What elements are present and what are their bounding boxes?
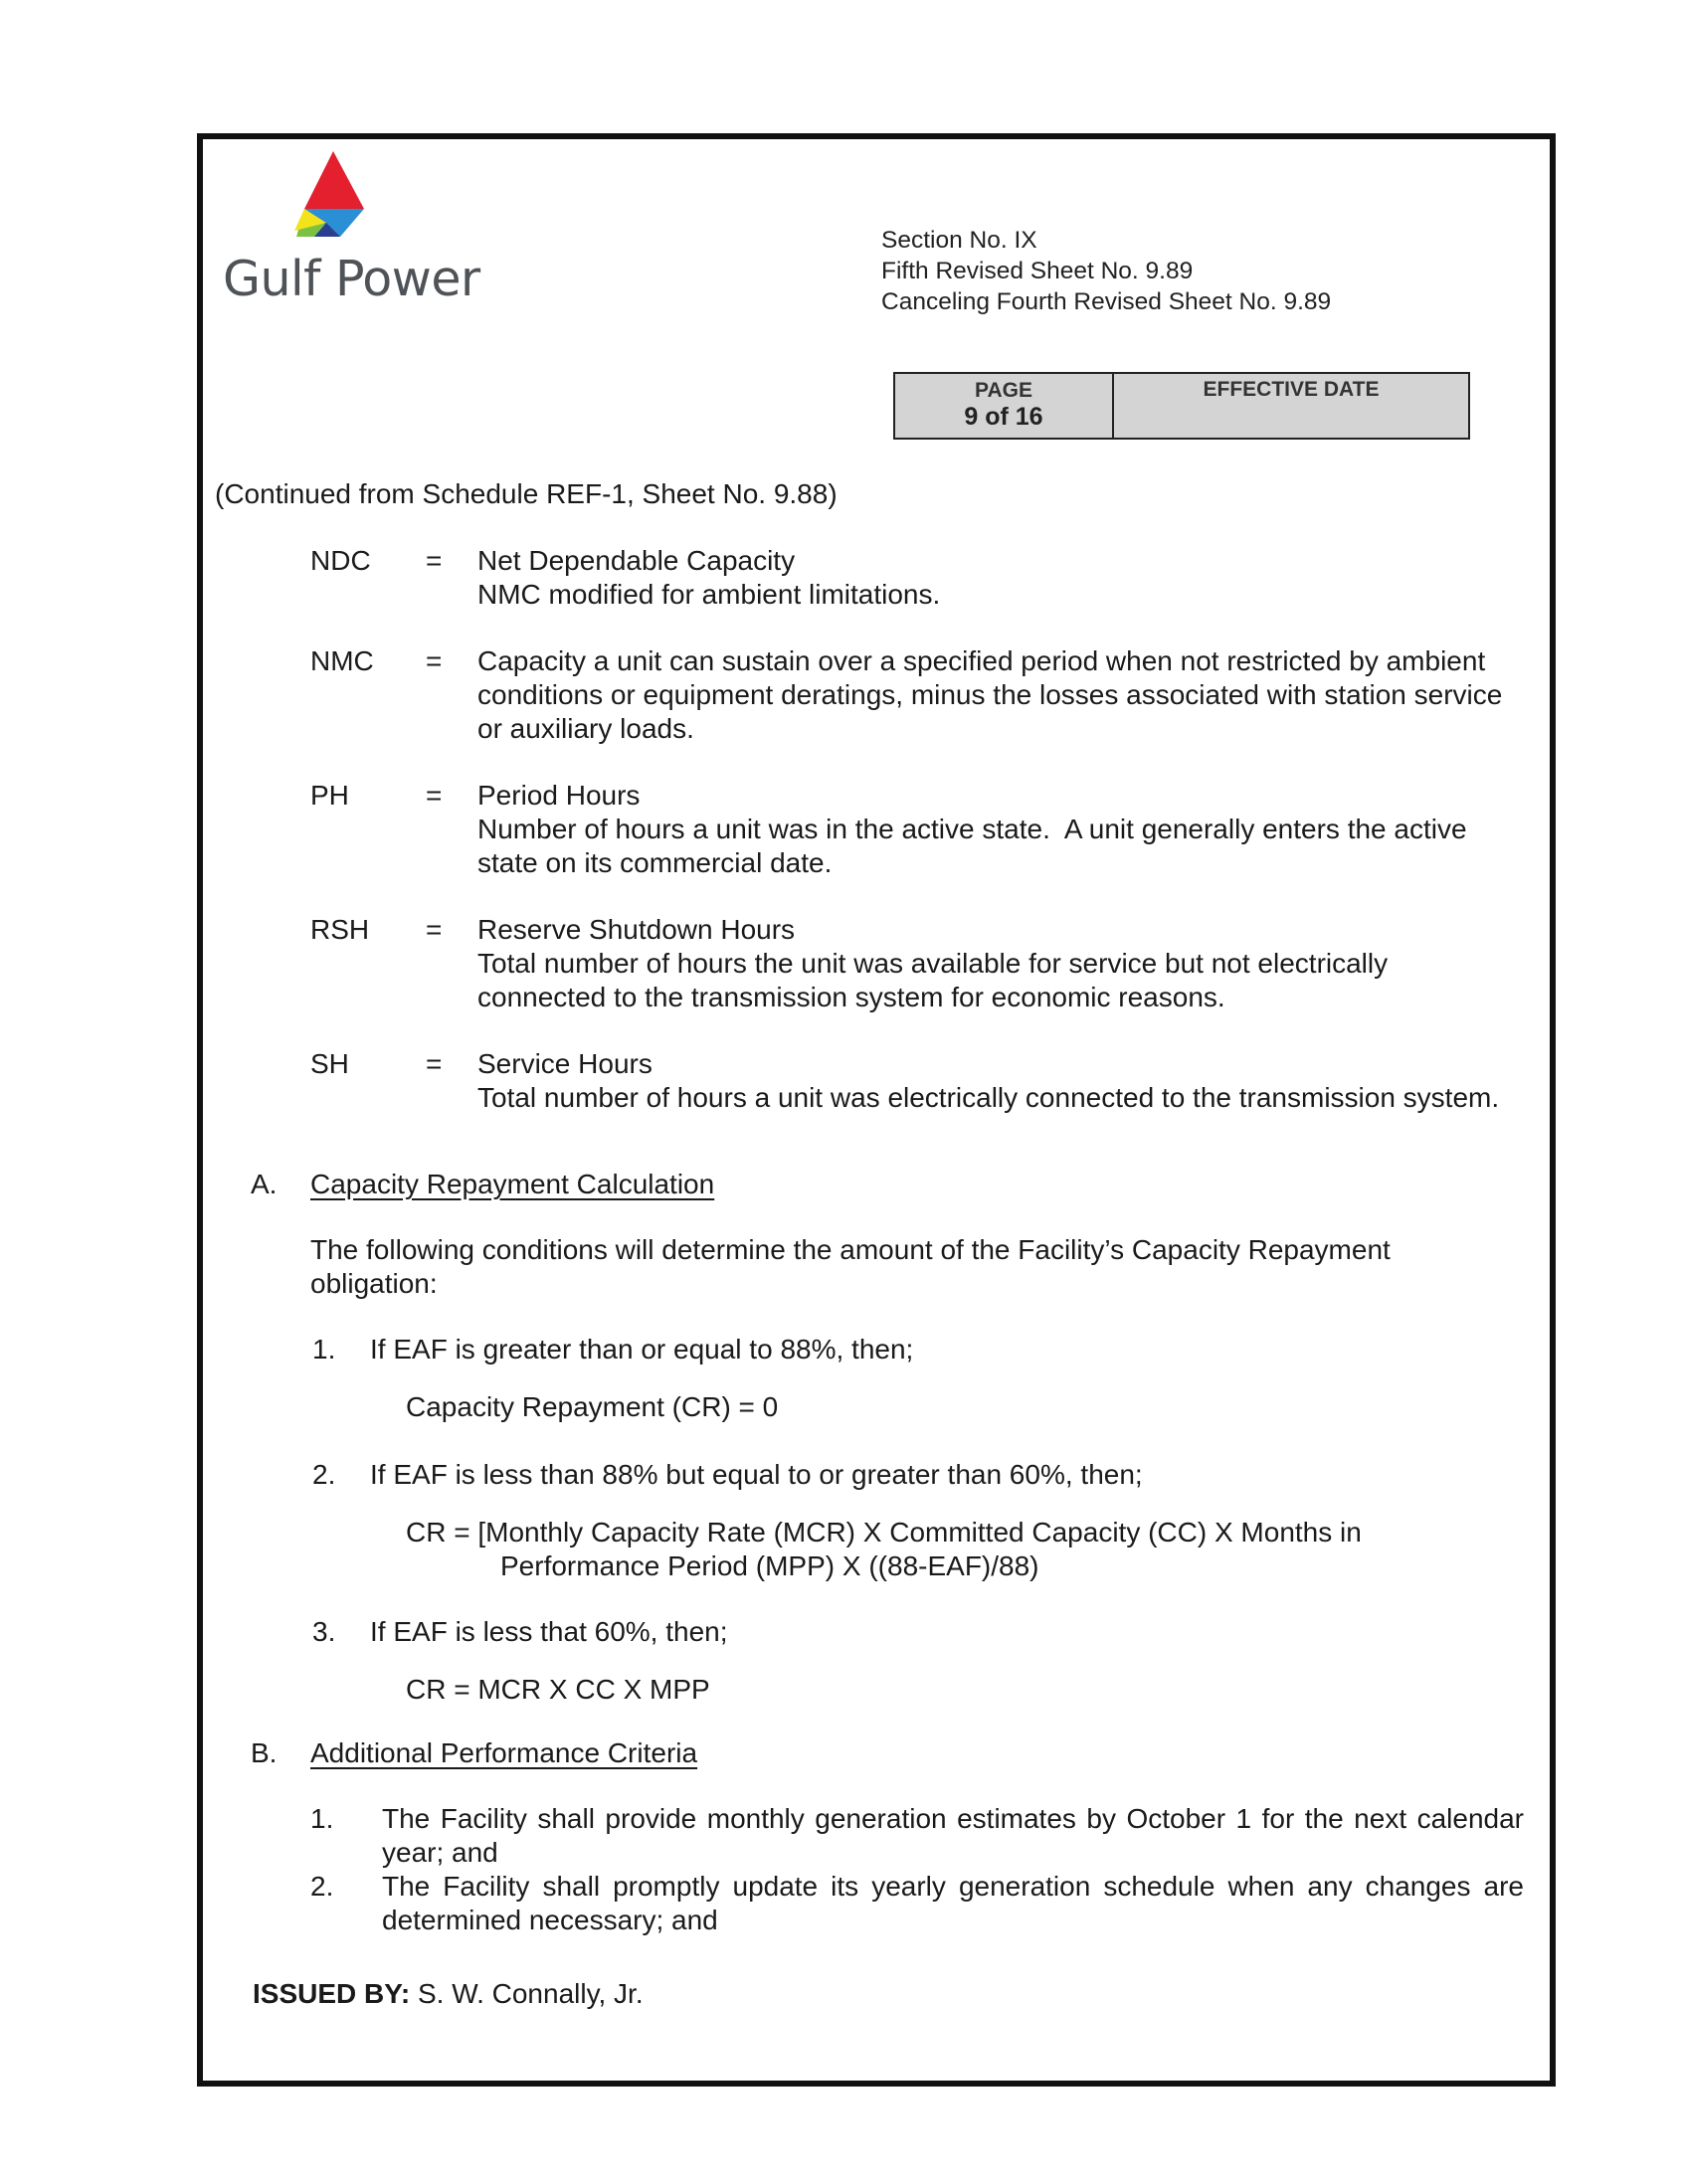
page-number: 9 of 16 [964, 403, 1043, 431]
definition-ph [310, 779, 1524, 880]
section-a-item-text: If EAF is less that 60%, then; [370, 1616, 728, 1647]
section-b-item-text: The Facility shall promptly update its yearly generation schedule when any changes are determined necessary; and [382, 1871, 1524, 1935]
equals-sign: = [426, 545, 443, 576]
definition-title: Service Hours [477, 1048, 653, 1079]
definition-text: Number of hours a unit was in the active state. A unit generally enters the active state on its commercial date. [477, 814, 1475, 878]
definition-ndc [310, 544, 1524, 612]
section-number: Section No. IX [881, 227, 1037, 254]
definition-text: Total number of hours a unit was electrically connected to the transmission system. [477, 1082, 1500, 1113]
definition-term: SH [310, 1048, 349, 1079]
effective-date-label: EFFECTIVE DATE [1203, 378, 1380, 401]
sheet-number: Fifth Revised Sheet No. 9.89 [881, 258, 1194, 284]
definition-sh [310, 1047, 1524, 1115]
sheet-header [881, 225, 1331, 317]
section-a-item-text: If EAF is greater than or equal to 88%, then; [370, 1334, 914, 1365]
definition-term: PH [310, 780, 349, 811]
issued-by-label: ISSUED BY: [253, 1978, 418, 2009]
section-a-item-text: If EAF is less than 88% but equal to or greater than 60%, then; [370, 1459, 1143, 1490]
definition-text: Total number of hours the unit was available for service but not electrically connected to the transmission system for economic reasons. [477, 948, 1389, 1012]
definition-text: NMC modified for ambient limitations. [477, 579, 941, 610]
definition-title: Reserve Shutdown Hours [477, 914, 796, 945]
definition-term: NMC [310, 645, 374, 676]
page-label: PAGE [975, 379, 1032, 402]
section-b-letter: B. [251, 1737, 278, 1768]
definition-text: Capacity a unit can sustain over a specified period when not restricted by ambient conditions or equipment deratings, minus the losses associated with station service or auxiliary loads. [477, 645, 1503, 744]
canceling-sheet: Canceling Fourth Revised Sheet No. 9.89 [881, 288, 1332, 315]
section-a-item-number: 2. [312, 1459, 336, 1490]
definition-nmc [310, 644, 1524, 746]
formula-cr-partial-cont: Performance Period (MPP) X ((88-EAF)/88) [500, 1550, 1039, 1581]
page-cell [895, 374, 1114, 438]
section-a-letter: A. [251, 1169, 278, 1199]
definitions-list [310, 544, 1524, 1148]
section-b-title: Additional Performance Criteria [310, 1737, 698, 1768]
section-a-item-number: 1. [312, 1334, 336, 1365]
section-a-intro: The following conditions will determine the amount of the Facility’s Capacity Repayment obligation: [310, 1234, 1391, 1299]
issued-by [253, 1977, 644, 2011]
definition-term: NDC [310, 545, 371, 576]
formula-cr-full: CR = MCR X CC X MPP [406, 1674, 710, 1705]
definition-rsh [310, 913, 1524, 1014]
company-logo [221, 151, 480, 310]
section-a-title: Capacity Repayment Calculation [310, 1169, 715, 1199]
page-info-box [893, 372, 1470, 440]
equals-sign: = [426, 780, 443, 811]
formula-cr-zero: Capacity Repayment (CR) = 0 [406, 1391, 779, 1422]
issued-by-name: S. W. Connally, Jr. [417, 1978, 644, 2009]
gulf-power-logo-icon [286, 151, 384, 237]
formula-cr-partial: CR = [Monthly Capacity Rate (MCR) X Committed Capacity (CC) X Months in [406, 1517, 1362, 1547]
company-name: Gulf Power [223, 251, 480, 307]
definition-title: Period Hours [477, 780, 641, 811]
definition-title: Net Dependable Capacity [477, 545, 796, 576]
section-b-item-number: 1. [310, 1803, 334, 1834]
continued-note: (Continued from Schedule REF-1, Sheet No. 9.88) [215, 478, 838, 509]
equals-sign: = [426, 1048, 443, 1079]
section-b-item-text: The Facility shall provide monthly generation estimates by October 1 for the next calendar year; and [382, 1803, 1524, 1868]
equals-sign: = [426, 645, 443, 676]
section-a-item-number: 3. [312, 1616, 336, 1647]
equals-sign: = [426, 914, 443, 945]
section-b-item-number: 2. [310, 1871, 334, 1902]
definition-term: RSH [310, 914, 370, 945]
